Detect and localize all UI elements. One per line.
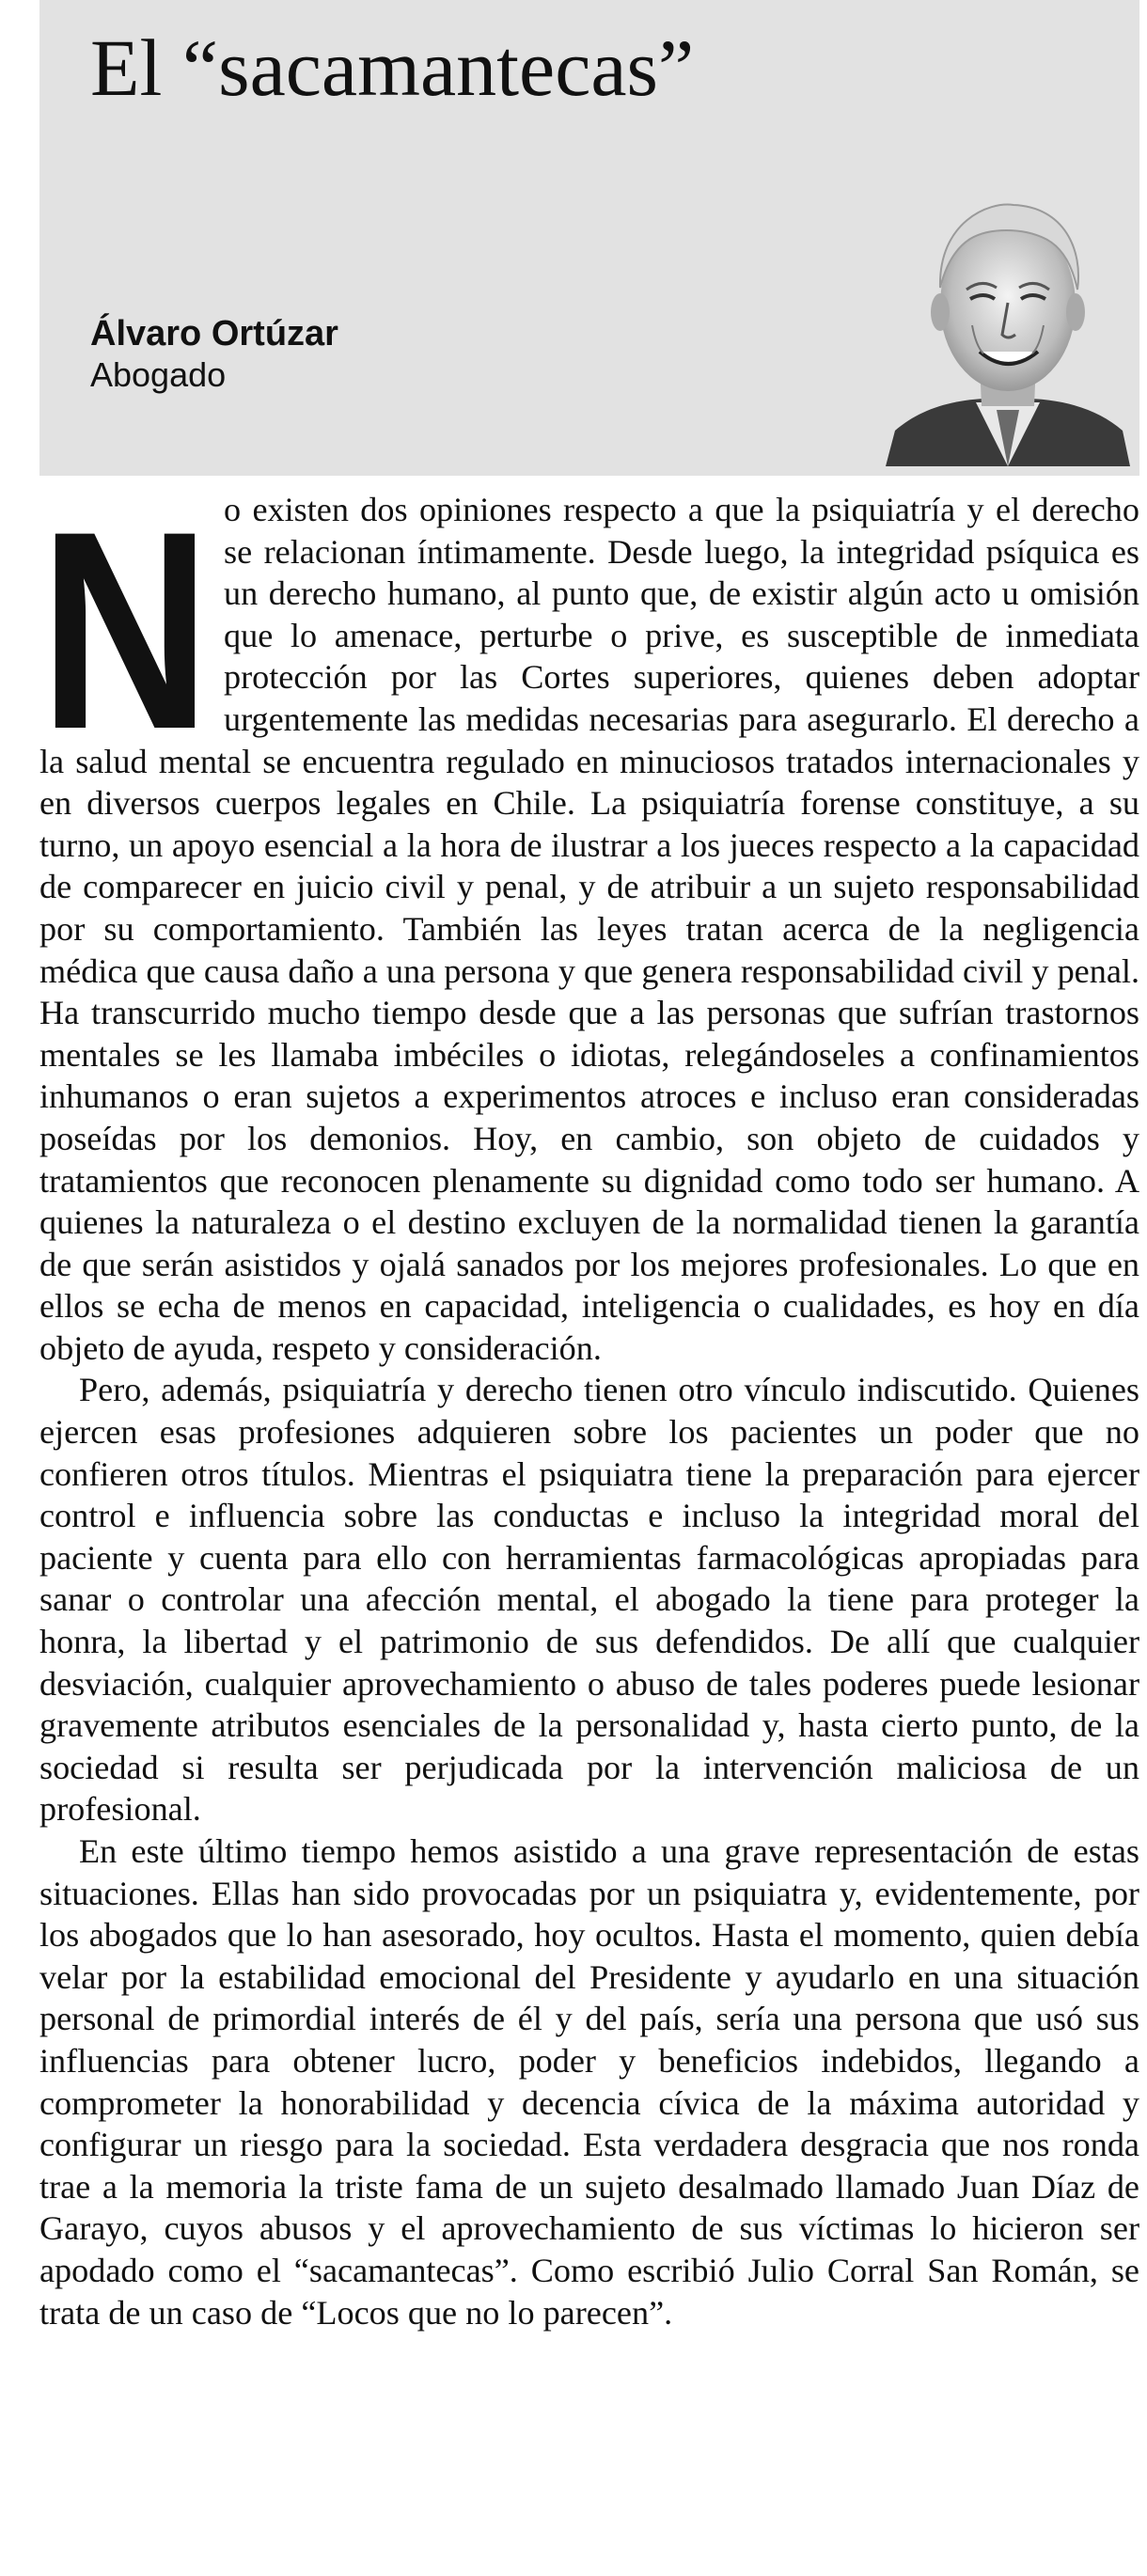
paragraph-text: o existen dos opiniones respecto a que la psiquiatría y el derecho se relacionan íntimamente. Desde luego, la integridad psíquica es un derecho humano, al punto que, de existir algún acto u omisión que lo amenace, perturbe o prive, es susceptible de inmediata protección por las Cortes superiores, quienes deben adoptar urgentemente las medidas necesarias para asegurarlo. El derecho a la salud mental se encuentra regulado en minuciosos tratados internacionales y en diversos cuerpos legales en Chile. La psiquiatría forense constituye, a su turno, un apoyo esencial a la hora de ilustrar a los jueces respecto a la capacidad de comparecer en juicio civil y penal, y de atribuir a un sujeto responsabilidad por su comportamiento. También las leyes tratan acerca de la negligencia médica que causa daño a una persona y que genera responsabilidad civil y penal. Ha transcurrido mucho tiempo desde que a las personas que sufrían trastornos mentales se les llamaba imbéciles o idiotas, relegándoseles a confinamientos inhumanos o eran sujetos a experimentos atroces e incluso eran consideradas poseídas por los demonios. Hoy, en cambio, son objeto de cuidados y tratamientos que reconocen plenamente su dignidad como todo ser humano. A quienes la naturaleza o el destino excluyen de la normalidad tienen la garantía de que serán asistidos y ojalá sanados por los mejores profesionales. Lo que en ellos se echa de menos en capacidad, inteligencia o cualidades, es hoy en día objeto de ayuda, respeto y consideración.: [39, 491, 1139, 1367]
author-role: Abogado: [90, 355, 227, 394]
article-title: El “sacamantecas”: [90, 23, 695, 113]
paragraph-3: En este último tiempo hemos asistido a una grave representación de estas situaciones. Ellas han sido provocadas por un psiquiatra y, evidentemente, por los abogados que lo han asesorado, hoy ocultos. Hasta el momento, quien debía velar por la estabilidad emocional del Presidente y ayudarlo en una situación personal de primordial interés de él y del país, sería una persona que usó sus influencias para obtener lucro, poder y beneficios indebidos, llegando a comprometer la honorabilidad y decencia cívica de la máxima autoridad y configurar un riesgo para la sociedad. Esta verdadera desgracia que nos ronda trae a la memoria la triste fama de un sujeto desalmado llamado Juan Díaz de Garayo, cuyos abusos y el aprovechamiento de sus víctimas lo hicieron ser apodado como el “sacamantecas”. Como escribió Julio Corral San Román, se trata de un caso de “Locos que no lo parecen”.: [39, 1832, 1139, 2332]
drop-cap: [39, 472, 211, 788]
article-header: [39, 0, 1139, 476]
author-portrait: [886, 184, 1130, 466]
article-body: [39, 472, 1139, 2333]
paragraph-1: [39, 472, 1139, 1369]
drop-cap-letter: N: [39, 472, 211, 788]
author-name: Álvaro Ortúzar: [90, 314, 338, 353]
paragraph-2: Pero, además, psiquiatría y derecho tienen otro vínculo indiscutido. Quienes ejercen esas profesiones adquieren sobre los pacientes un poder que no confieren otros títulos. Mientras el psiquiatra tiene la preparación para ejercer control e influencia sobre las conductas e incluso la integridad moral del paciente y cuenta para ello con herramientas farmacológicas apropiadas para sanar o controlar una afección mental, el abogado la tiene para proteger la honra, la libertad y el patrimonio de sus defendidos. De allí que cualquier desviación, cualquier aprovechamiento o abuso de tales poderes puede lesionar gravemente atributos esenciales de la personalidad y, hasta cierto punto, de la sociedad si resulta ser perjudicada por la intervención maliciosa de un profesional.: [39, 1371, 1139, 1829]
